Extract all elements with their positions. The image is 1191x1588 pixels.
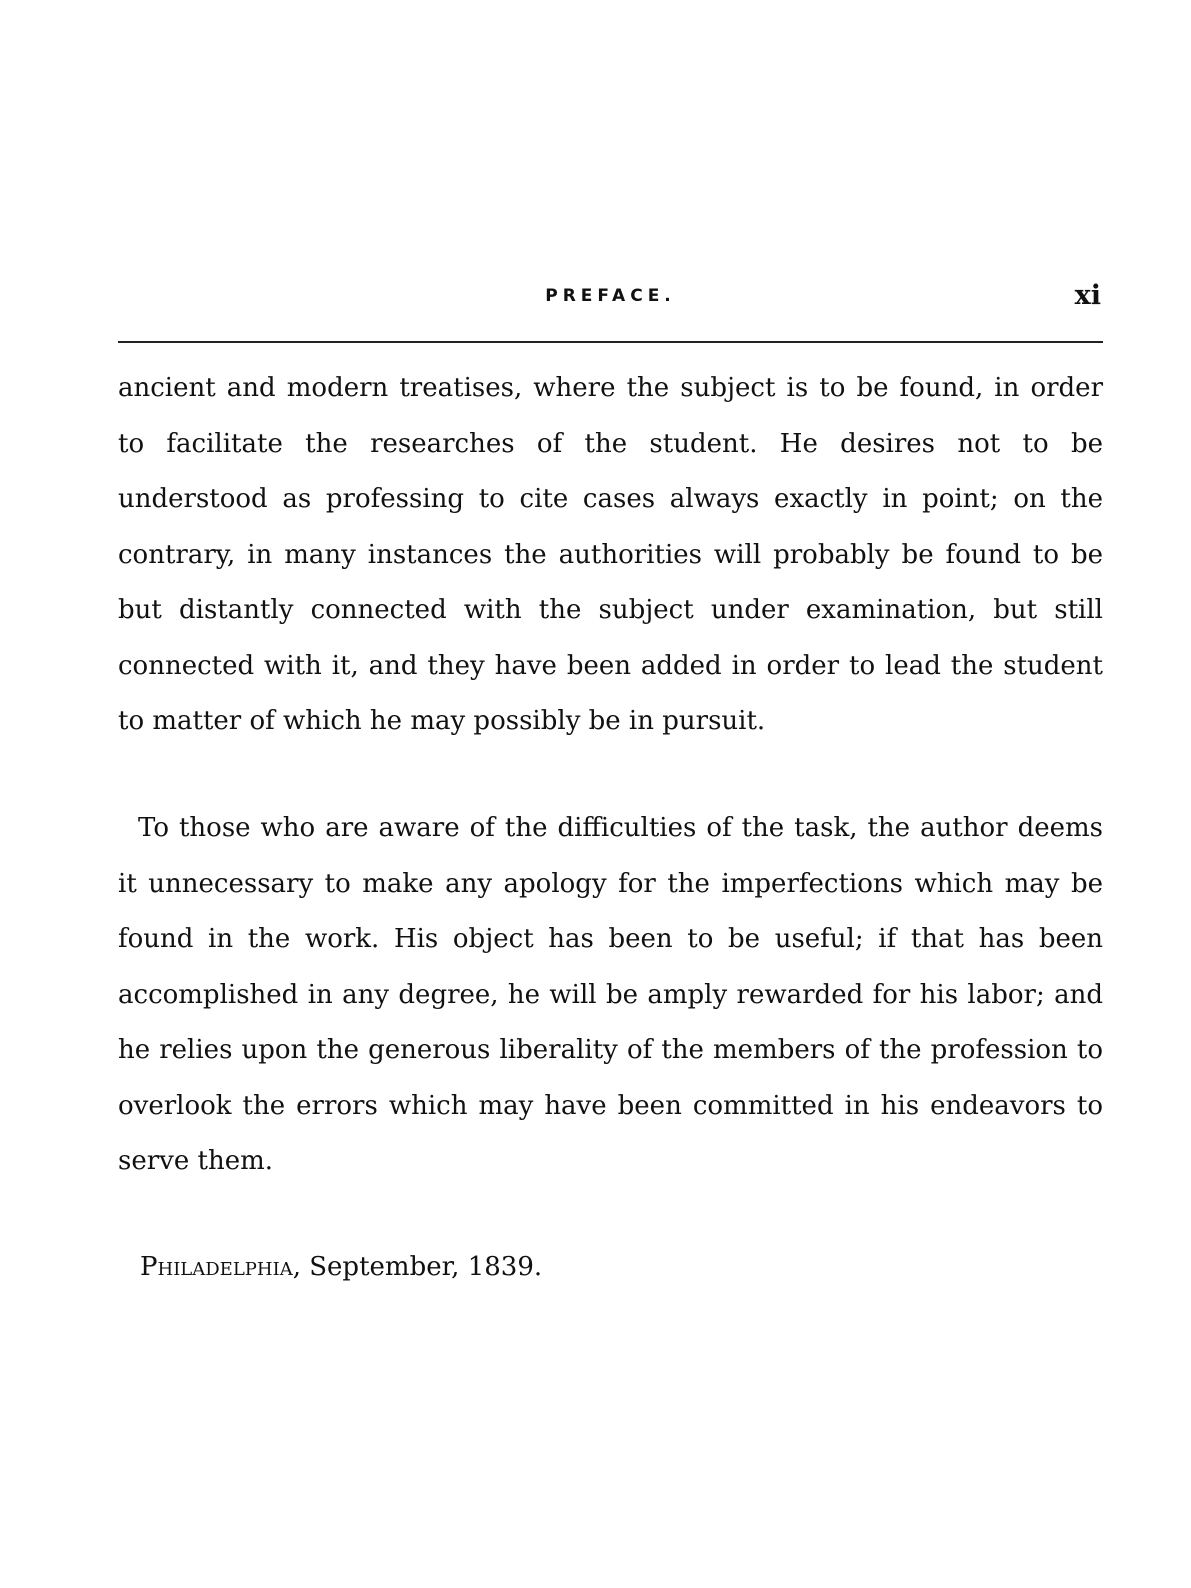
- dateline-place: Philadelphia: [140, 1252, 293, 1282]
- page-number: xi: [1074, 280, 1101, 311]
- paragraph-continued: ancient and modern treatises, where the subject is to be found, in order to facilitate the researches of the student. He desires not to be understood as professing to cite cases always exactly in point; on the contrary, in many instances the authorities will probably be found to be but distantly connected with the subject under examination, but still connected with it, and they have been added in order to lead the student to matter of which he may possibly be in pursuit.: [118, 373, 1103, 736]
- page-header: [118, 282, 1103, 322]
- dateline-date: , September, 1839.: [292, 1252, 543, 1282]
- dateline: [140, 1252, 542, 1282]
- running-title: PREFACE.: [545, 286, 676, 306]
- header-rule: [118, 341, 1103, 343]
- paragraph-closing: To those who are aware of the difficulties of the task, the author deems it unnecessary to make any apology for the imperfections which may be found in the work. His object has been to be useful; if that has been accomplished in any degree, he will be amply rewarded for his labor; and he relies upon the generous liberality of the members of the profession to overlook the errors which may have been committed in his endeavors to serve them.: [118, 813, 1103, 1176]
